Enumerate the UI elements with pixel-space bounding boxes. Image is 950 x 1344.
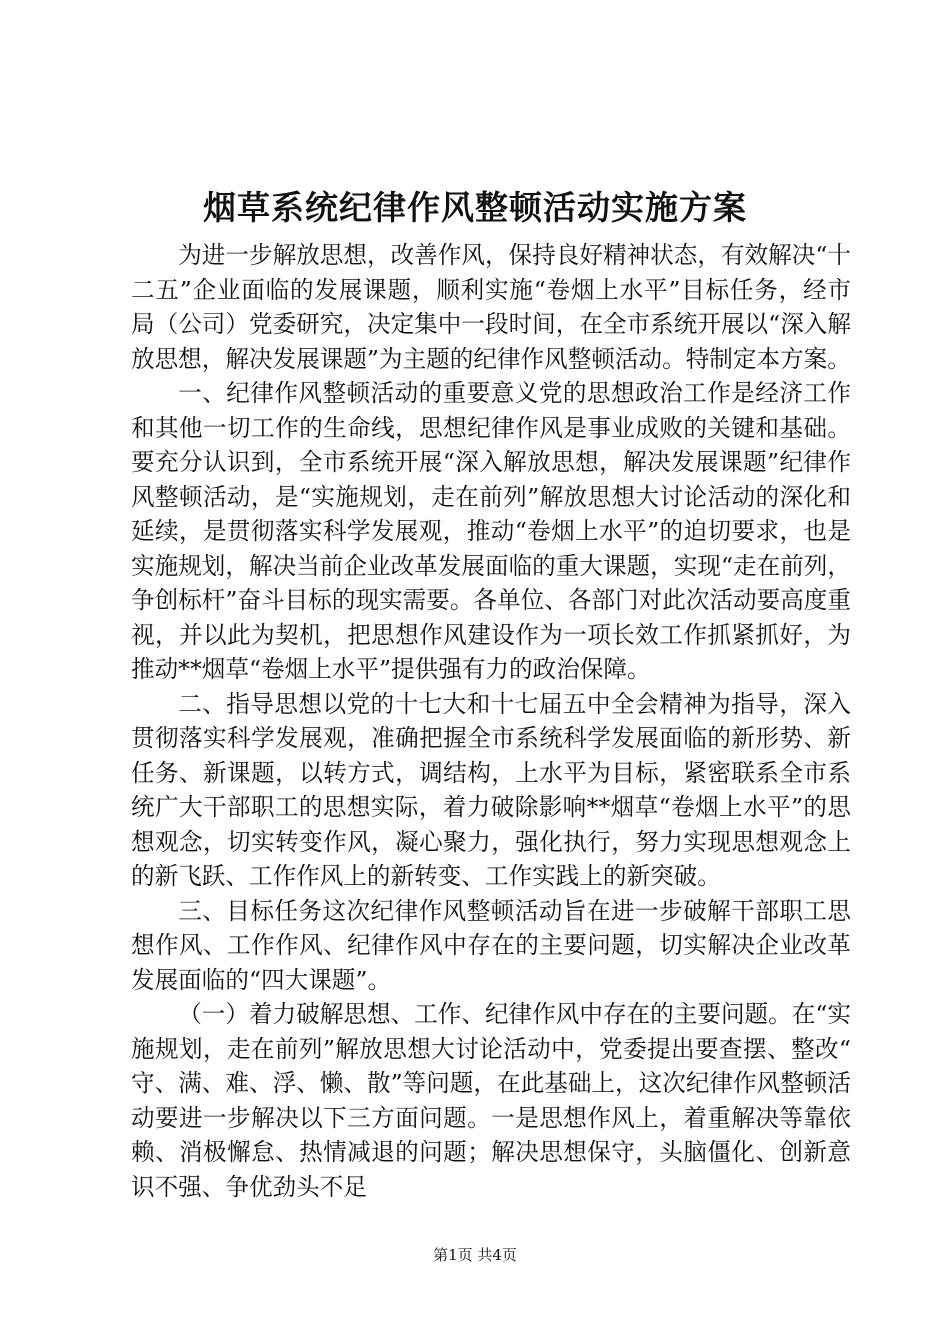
section-3-1-paragraph: （一）着力破解思想、工作、纪律作风中存在的主要问题。在“实施规划，走在前列”解放思想大讨论活动中，党委提出要查摆、整改“守、满、难、浮、懒、散”等问题，在此基础上，这次纪律作风整顿活动要进一步解决以下三方面问题。一是思想作风上，着重解决等靠依赖、消极懈怠、热情减退的问题；解决思想保守，头脑僵化、创新意识不强、争优劲头不足 [131, 1000, 851, 1201]
page-number-indicator: 第1页 共4页 [433, 1246, 517, 1264]
section-1-paragraph: 一、纪律作风整顿活动的重要意义党的思想政治工作是经济工作和其他一切工作的生命线，思想纪律作风是事业成败的关键和基础。要充分认识到，全市系统开展“深入解放思想，解决发展课题”纪律作风整顿活动，是“实施规划，走在前列”解放思想大讨论活动的深化和延续，是贯彻落实科学发展观，推动“卷烟上水平”的迫切要求，也是实施规划，解决当前企业改革发展面临的重大课题，实现“走在前列，争创标杆”奋斗目标的现实需要。各单位、各部门对此次活动要高度重视，并以此为契机，把思想作风建设作为一项长效工作抓紧抓好，为推动**烟草“卷烟上水平”提供强有力的政治保障。 [131, 379, 851, 683]
document-body [131, 238, 851, 1204]
intro-paragraph: 为进一步解放思想，改善作风，保持良好精神状态，有效解决“十二五”企业面临的发展课题，顺利实施“卷烟上水平”目标任务，经市局（公司）党委研究，决定集中一段时间，在全市系统开展以“深入解放思想，解决发展课题”为主题的纪律作风整顿活动。特制定本方案。 [131, 241, 851, 373]
section-3-paragraph: 三、目标任务这次纪律作风整顿活动旨在进一步破解干部职工思想作风、工作作风、纪律作风中存在的主要问题，切实解决企业改革发展面临的“四大课题”。 [131, 896, 851, 994]
page-footer [0, 1245, 950, 1265]
section-2-paragraph: 二、指导思想以党的十七大和十七届五中全会精神为指导，深入贯彻落实科学发展观，准确把握全市系统科学发展面临的新形势、新任务、新课题，以转方式，调结构，上水平为目标，紧密联系全市系统广大干部职工的思想实际，着力破除影响**烟草“卷烟上水平”的思想观念，切实转变作风，凝心聚力，强化执行，努力实现思想观念上的新飞跃、工作作风上的新转变、工作实践上的新突破。 [131, 689, 851, 890]
document-title: 烟草系统纪律作风整顿活动实施方案 [203, 188, 747, 227]
